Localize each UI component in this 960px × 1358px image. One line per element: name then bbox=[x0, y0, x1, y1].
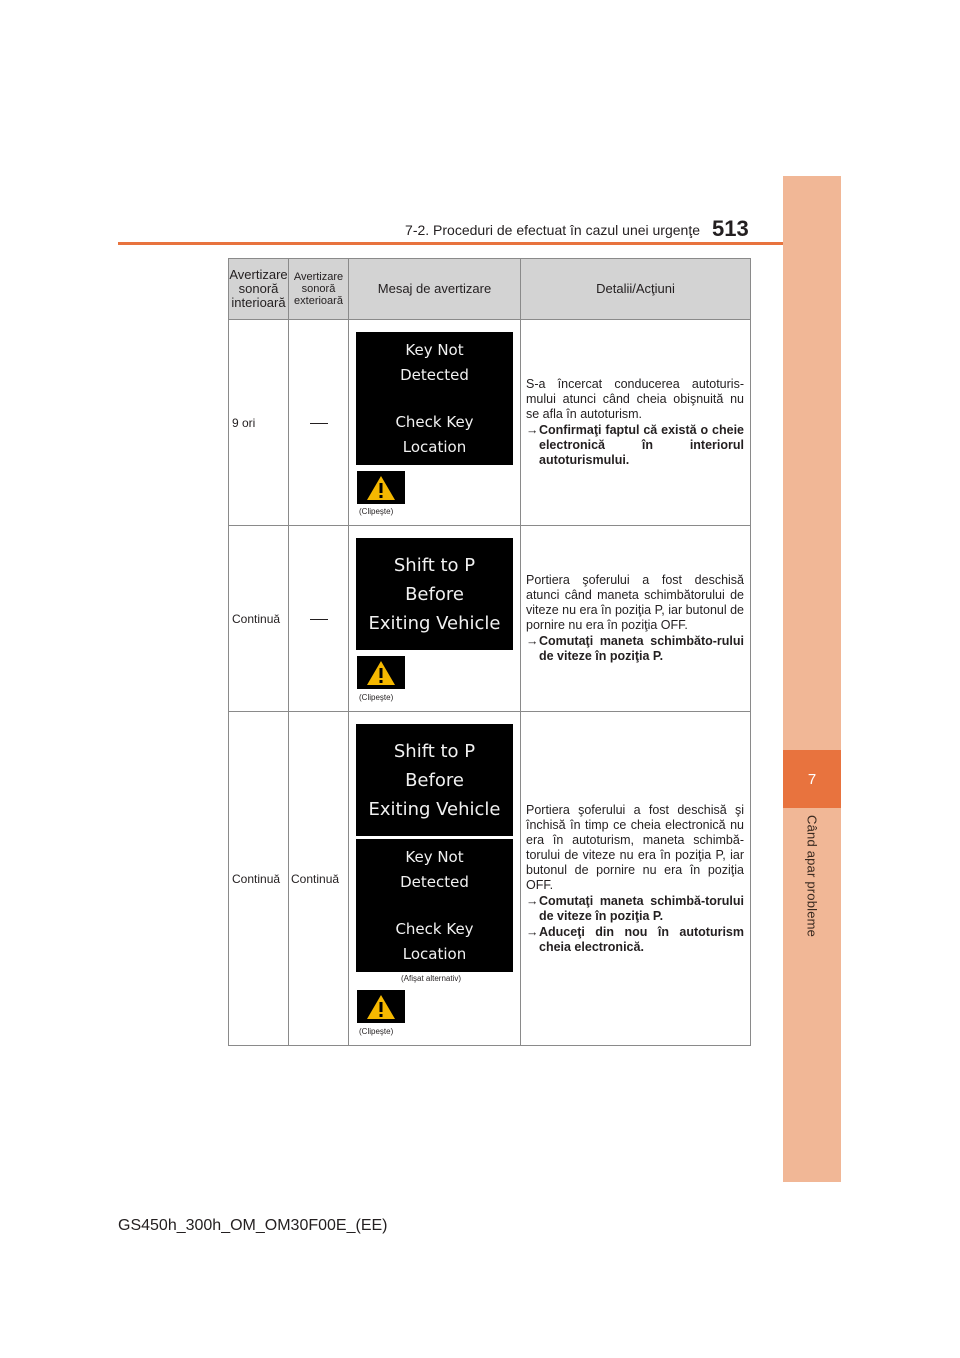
header-rule bbox=[118, 242, 783, 245]
arrow-icon: → bbox=[526, 893, 539, 908]
screen-line: Location bbox=[402, 944, 467, 963]
exterior-buzzer-cell: Continuă bbox=[289, 712, 349, 1046]
table-row bbox=[229, 526, 751, 712]
chapter-title-container bbox=[783, 815, 841, 965]
arrow-icon: → bbox=[526, 924, 539, 939]
document-code: GS450h_300h_OM_OM30F00E_(EE) bbox=[118, 1217, 388, 1234]
dash-mark bbox=[310, 423, 328, 424]
screen-line: Check Key bbox=[395, 412, 474, 431]
exterior-buzzer-cell bbox=[289, 320, 349, 526]
arrow-icon: → bbox=[526, 634, 539, 648]
screen-line: Check Key bbox=[395, 919, 474, 938]
chapter-number: 7 bbox=[783, 750, 841, 808]
screen-line: Detected bbox=[400, 872, 469, 891]
screen-line: Key Not bbox=[405, 847, 464, 866]
screen-line: Shift to P bbox=[393, 554, 476, 576]
col-interior-buzzer: Avertizare sonoră interioară bbox=[229, 259, 289, 320]
table-row bbox=[229, 320, 751, 526]
warning-triangle-icon bbox=[357, 656, 405, 689]
interior-buzzer-cell: Continuă bbox=[229, 526, 289, 712]
action-item: → Aduceţi din nou în autoturism cheia electronică. bbox=[526, 924, 744, 954]
action-item: → Comutaţi maneta schimbăto-rului de viteze în poziţia P. bbox=[526, 634, 744, 663]
screen-line: Detected bbox=[400, 365, 469, 384]
warning-triangle-icon bbox=[357, 990, 405, 1023]
display-screen bbox=[356, 538, 513, 650]
arrow-icon: → bbox=[526, 423, 539, 437]
table-row bbox=[229, 712, 751, 1046]
icon-caption: (Clipeşte) bbox=[359, 693, 394, 702]
display-screen bbox=[356, 724, 513, 836]
warning-message-cell bbox=[349, 320, 521, 526]
screen-line: Exiting Vehicle bbox=[368, 798, 501, 820]
section-title: 7-2. Proceduri de efectuat în cazul unei urgenţe bbox=[405, 222, 700, 238]
col-warning-message: Mesaj de avertizare bbox=[349, 259, 521, 320]
exterior-buzzer-cell bbox=[289, 526, 349, 712]
icon-caption: (Clipeşte) bbox=[359, 1027, 394, 1036]
warning-triangle-icon bbox=[357, 471, 405, 504]
interior-buzzer-cell: 9 ori bbox=[229, 320, 289, 526]
screen-caption: (Afişat alternativ) bbox=[401, 974, 462, 983]
display-screen bbox=[356, 839, 513, 972]
screen-line: Before bbox=[405, 583, 464, 605]
details-cell bbox=[521, 320, 751, 526]
col-exterior-buzzer: Avertizare sonoră exterioară bbox=[289, 259, 349, 320]
chapter-title: Când apar probleme bbox=[804, 815, 820, 938]
warning-table bbox=[228, 258, 751, 1046]
display-screen bbox=[356, 332, 513, 465]
action-item: → Comutaţi maneta schimbă-torului de viteze în poziţia P. bbox=[526, 893, 744, 923]
screen-line: Location bbox=[402, 437, 467, 456]
action-item: → Confirmaţi faptul că există o cheie electronică în interiorul autoturismului. bbox=[526, 423, 744, 467]
details-text: Portiera şoferului a fost deschisă atunci când maneta schimbătorului de viteze nu era în poziţia P, iar butonul de pornire nu era în poziţia OFF. bbox=[526, 573, 744, 632]
table-header-row bbox=[229, 259, 751, 320]
warning-message-cell bbox=[349, 526, 521, 712]
details-cell bbox=[521, 526, 751, 712]
details-cell bbox=[521, 712, 751, 1046]
warning-message-cell bbox=[349, 712, 521, 1046]
chapter-side-tab bbox=[783, 176, 841, 1182]
screen-line: Exiting Vehicle bbox=[368, 612, 501, 634]
col-details-actions: Detalii/Acţiuni bbox=[521, 259, 751, 320]
details-text: Portiera şoferului a fost deschisă şi închisă în timp ce cheia electronică nu era în autoturism, maneta schimbă-torului de viteze nu era în poziţia P, iar butonul de pornire nu era în poziţia OFF. bbox=[526, 802, 744, 892]
interior-buzzer-cell: Continuă bbox=[229, 712, 289, 1046]
screen-line: Shift to P bbox=[393, 740, 476, 762]
page-number: 513 bbox=[712, 216, 749, 241]
icon-caption: (Clipeşte) bbox=[359, 507, 394, 516]
details-text: S-a încercat conducerea autoturis-mului atunci când cheia obişnuită nu se afla în autoturism. bbox=[526, 377, 744, 421]
screen-line: Key Not bbox=[405, 340, 464, 359]
screen-line: Before bbox=[405, 769, 464, 791]
dash-mark bbox=[310, 619, 328, 620]
